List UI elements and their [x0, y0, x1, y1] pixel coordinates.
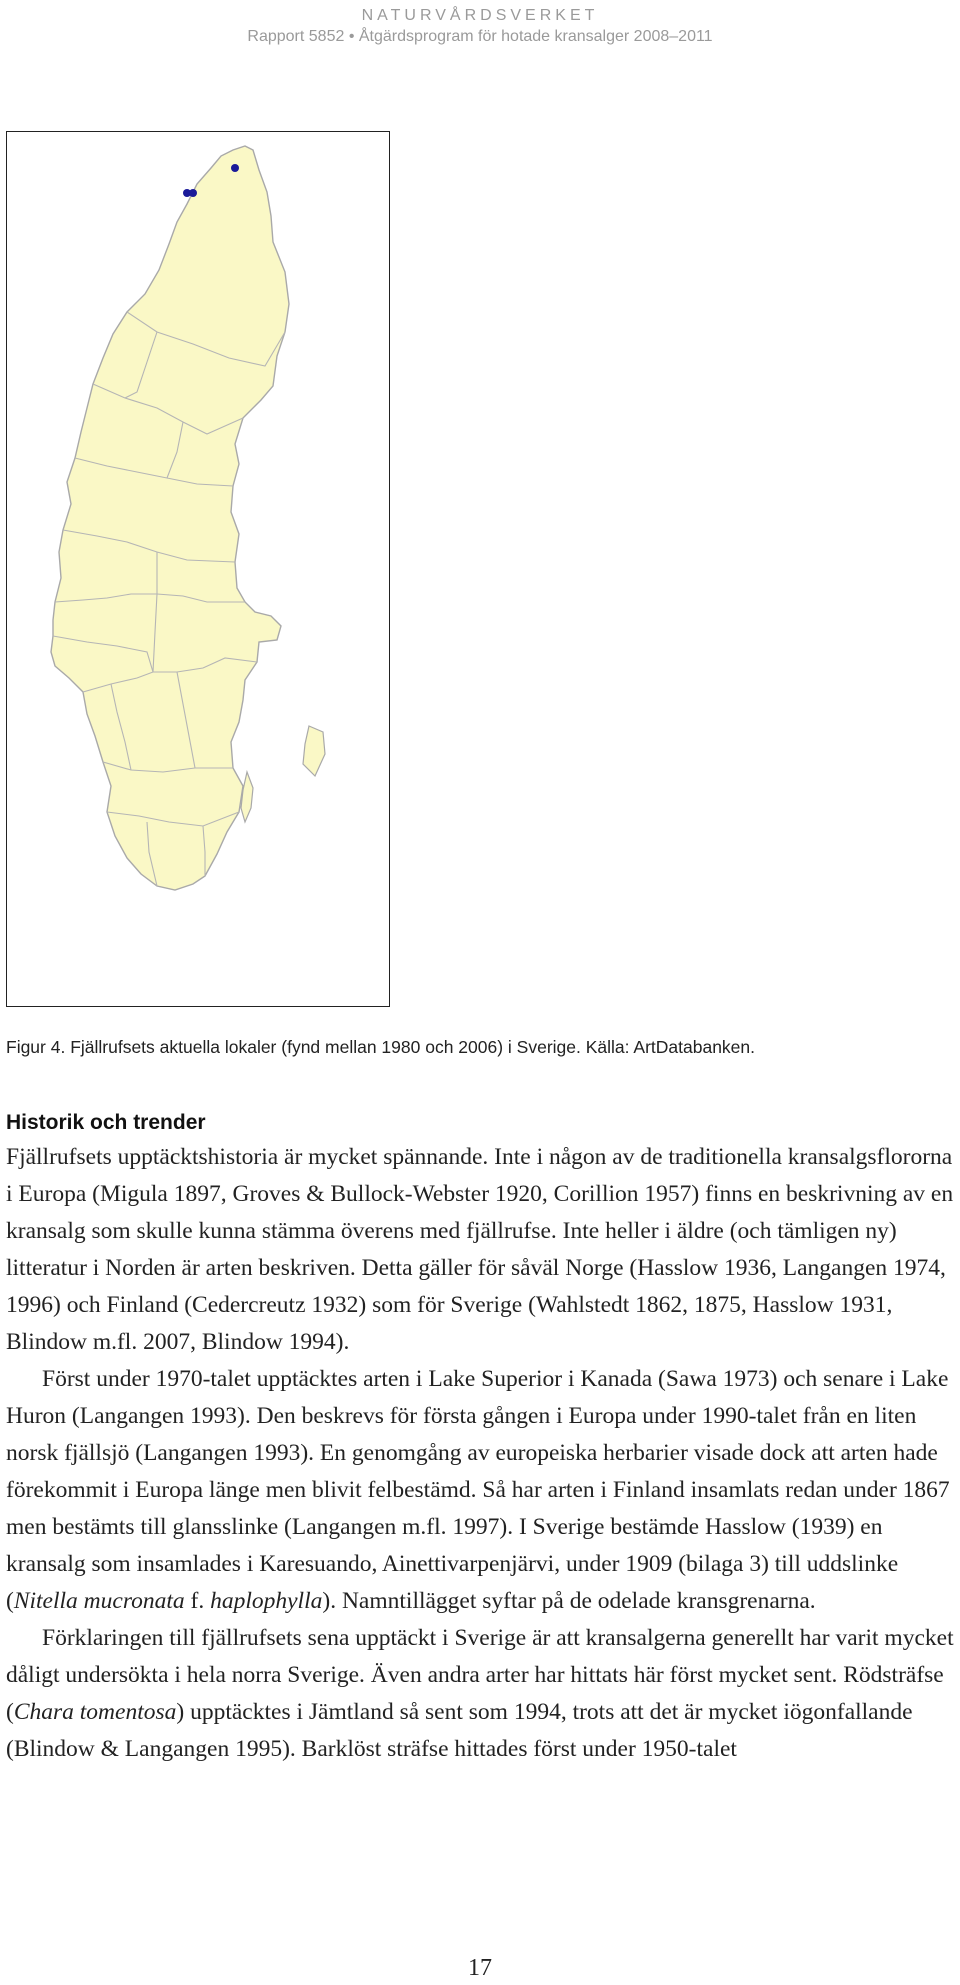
page-number: 17 — [468, 1955, 492, 1981]
paragraph-3 — [6, 1620, 958, 1768]
body-text — [6, 1139, 958, 1768]
section-heading: Historik och trender — [6, 1111, 206, 1134]
sweden-land-outline — [51, 146, 289, 890]
paragraph-1 — [6, 1139, 958, 1361]
text-run: Förklaringen till fjällrufsets sena upptäckt i Sverige är att kransalgerna generellt har varit mycket dåligt undersökta i hela norra Sverige. Även andra arter har hittats här först mycket sent. Rödsträfse ( — [6, 1625, 954, 1725]
page-header — [0, 0, 960, 48]
map-graphic — [7, 132, 389, 1006]
species-name: haplophylla — [210, 1588, 323, 1614]
text-run: Först under 1970-talet upptäcktes arten i Lake Superior i Kanada (Sawa 1973) och senare i Lake Huron (Langangen 1993). Den beskrevs för första gången i Europa under 1990-talet från en liten norsk fjällsjö (Langangen 1993). En genomgång av europeiska herbarier visade dock att arten hade förekommit i Europa länge men blivit felbestämd. Så har arten i Finland insamlats redan under 1867 men bestämts till glansslinke (Langangen m.fl. 1997). I Sverige bestämde Hasslow (1939) en kransalg som insamlades i Karesuando, Ainettivarpenjärvi, under 1909 (bilaga 3) till uddslinke ( — [6, 1366, 950, 1614]
gotland-island — [303, 726, 325, 776]
report-title: Rapport 5852 • Åtgärdsprogram för hotade kransalger 2008–2011 — [247, 28, 713, 45]
species-name: Chara tomentosa — [13, 1699, 177, 1725]
paragraph-2 — [6, 1361, 958, 1620]
text-run: Fjällrufsets upptäcktshistoria är mycket spännande. Inte i någon av de traditionella kransalgsflororna i Europa (Migula 1897, Groves & Bullock-Webster 1920, Corillion 1957) finns en beskrivning av en kransalg som skulle kunna stämma överens med fjällrufse. Inte heller i äldre (och tämligen ny) litteratur i Norden är arten beskriven. Detta gäller för såväl Norge (Hasslow 1936, Langangen 1974, 1996) och Finland (Cedercreutz 1932) som för Sverige (Wahlstedt 1862, 1875, Hasslow 1931, Blindow m.fl. 2007, Blindow 1994). — [6, 1144, 954, 1355]
oland-island — [241, 772, 253, 822]
locality-dot-3 — [189, 189, 197, 197]
species-name: Nitella mucronata — [13, 1588, 185, 1614]
publisher-name: NATURVÅRDSVERKET — [361, 7, 599, 24]
locality-dot-1 — [231, 164, 239, 172]
figure-caption: Figur 4. Fjällrufsets aktuella lokaler (fynd mellan 1980 och 2006) i Sverige. Källa: ArtDatabanken. — [6, 1037, 756, 1057]
text-run: ). Namntillägget syftar på de odelade kransgrenarna. — [322, 1588, 816, 1614]
text-run: ) upptäcktes i Jämtland så sent som 1994, trots att det är mycket iögonfallande (Blindow & Langangen 1995). Barklöst sträfse hittades först under 1950-talet — [6, 1699, 913, 1762]
text-run: f. — [184, 1588, 211, 1614]
sweden-distribution-map — [6, 131, 390, 1007]
